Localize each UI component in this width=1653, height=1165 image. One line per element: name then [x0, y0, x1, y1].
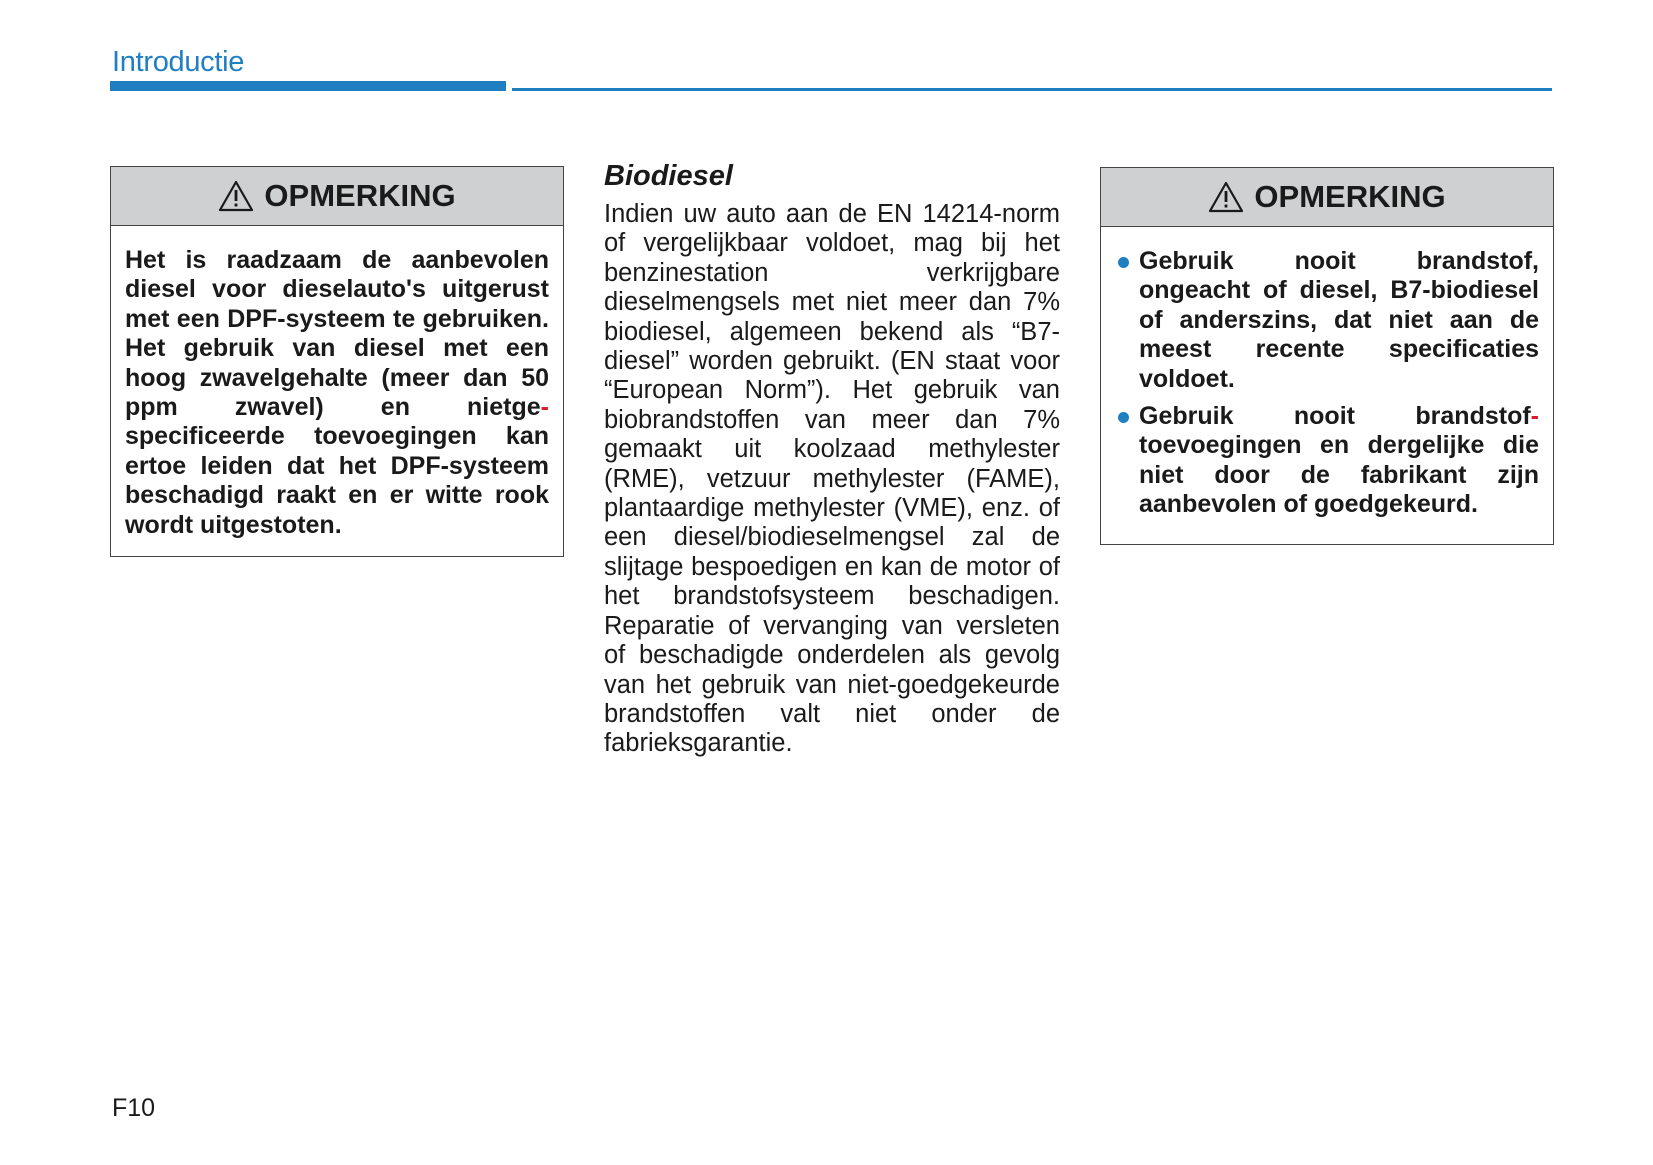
left-note-heading-text: OPMERKING [264, 178, 456, 213]
header-rule-thick [110, 81, 506, 91]
left-note-text-a: Het is raadzaam de aanbevolen diesel voor dieselauto's uitgerust met een DPF-systeem te gebruiken. Het gebruik van diesel met een hoog zwavelgehalte (meer dan 50 ppm zwavel) en nietge [125, 246, 549, 422]
right-note-heading [1101, 168, 1553, 227]
list-item [1115, 402, 1539, 520]
section-header-title: Introductie [112, 46, 245, 78]
warning-triangle-icon [218, 180, 254, 212]
left-note-text-b: specificeerde toevoegingen kan ertoe leiden dat het DPF-systeem beschadigd raakt en er witte rook wordt uitgestoten. [125, 422, 549, 539]
right-note-heading-text: OPMERKING [1254, 179, 1446, 214]
page-number: F10 [112, 1094, 156, 1122]
left-note-hyphen: - [540, 393, 549, 422]
bullet-dot-icon [1118, 412, 1129, 423]
right-note-item-2b: toevoegingen en dergelijke die niet door de fabrikant zijn aanbevolen of goedgekeurd. [1139, 431, 1539, 519]
warning-triangle-icon [1208, 181, 1244, 213]
right-note-hyphen: - [1530, 402, 1539, 431]
biodiesel-title: Biodiesel [604, 160, 733, 192]
right-note-item-1: Gebruik nooit brandstof, ongeacht of diesel, B7-biodiesel of anderszins, dat niet aan de meest recente specificaties voldoet. [1139, 247, 1539, 393]
right-note-item-2a: Gebruik nooit brandstof [1139, 402, 1531, 431]
right-note-box [1100, 167, 1554, 545]
left-note-body [111, 226, 563, 556]
right-note-list [1115, 247, 1539, 520]
list-item [1115, 247, 1539, 394]
left-note-heading [111, 167, 563, 226]
biodiesel-body: Indien uw auto aan de EN 14214-norm of vergelijkbaar voldoet, mag bij het benzinestation verkrijgbare dieselmengsels met niet meer dan 7% biodiesel, algemeen bekend als “B7-diesel” worden gebruikt. (EN staat voor “European Norm”). Het gebruik van biobrandstoffen van meer dan 7% gemaakt uit koolzaad methylester (RME), vetzuur methylester (FAME), plantaardige methylester (VME), enz. of een diesel/biodieselmengsel zal de slijtage bespoedigen en kan de motor of het brandstofsysteem beschadigen. Reparatie of vervanging van versleten of beschadigde onderdelen als gevolg van het gebruik van niet-goedgekeurde brandstoffen valt niet onder de fabrieksgarantie. [604, 200, 1060, 758]
left-note-box [110, 166, 564, 557]
right-note-body [1101, 227, 1553, 544]
bullet-dot-icon [1118, 257, 1129, 268]
header-rule-thin [512, 88, 1552, 91]
